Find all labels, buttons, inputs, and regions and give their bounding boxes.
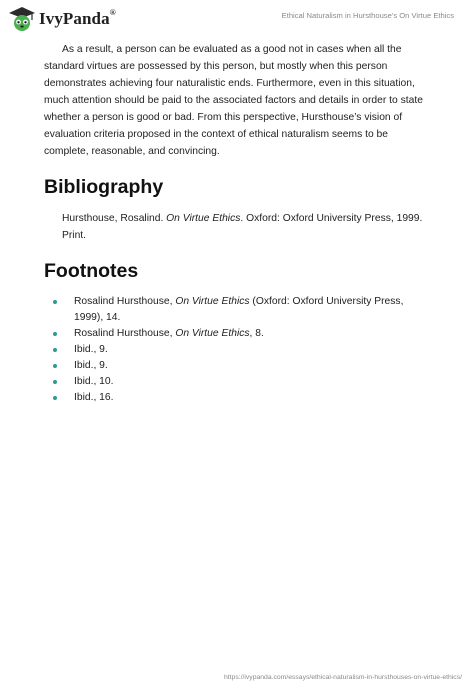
bibliography-entry: Hursthouse, Rosalind. On Virtue Ethics. Oxford: Oxford University Press, 1999. Print.: [62, 213, 423, 241]
footnote-item: Ibid., 10.: [44, 374, 434, 390]
logo-wordmark: IvyPanda®: [39, 8, 116, 28]
footnote-item: Rosalind Hursthouse, On Virtue Ethics, 8.: [44, 326, 434, 342]
bullet-icon: [53, 348, 57, 352]
bullet-icon: [53, 364, 57, 368]
bullet-icon: [53, 332, 57, 336]
footnote-item: Ibid., 9.: [44, 342, 434, 358]
bullet-icon: [53, 396, 57, 400]
bullet-icon: [53, 380, 57, 384]
body-paragraph: As a result, a person can be evaluated as a good not in cases when all the standard virtues are possessed by this person, but mostly when this person demonstrates achieving four naturalistic ends. Furthermore, even in this situation, much attention should be paid to the associated factors and details in order to state whether a person is good or bad. From this perspective, Hursthouse’s vision of evaluation criteria proposed in the context of ethical naturalism seems to be complete, reasonable, and convincing.: [44, 44, 423, 157]
page-header: [0, 0, 474, 40]
footnotes-heading: Footnotes: [44, 260, 139, 282]
footnote-item: Rosalind Hursthouse, On Virtue Ethics (Oxford: Oxford University Press, 1999), 14.: [44, 294, 434, 326]
main-content: [44, 41, 434, 406]
footnote-item: Ibid., 16.: [44, 390, 434, 406]
bullet-icon: [53, 300, 57, 304]
ivypanda-logo[interactable]: [8, 6, 116, 32]
footnotes-list: [44, 294, 434, 406]
footer-url-link[interactable]: https://ivypanda.com/essays/ethical-naturalism-in-hursthouses-on-virtue-ethics/: [224, 674, 462, 681]
document-title: Ethical Naturalism in Hursthouse’s On Virtue Ethics: [281, 11, 454, 20]
graduation-cap-panda-icon: [8, 6, 36, 32]
footnote-item: Ibid., 9.: [44, 358, 434, 374]
bibliography-heading: Bibliography: [44, 176, 164, 198]
